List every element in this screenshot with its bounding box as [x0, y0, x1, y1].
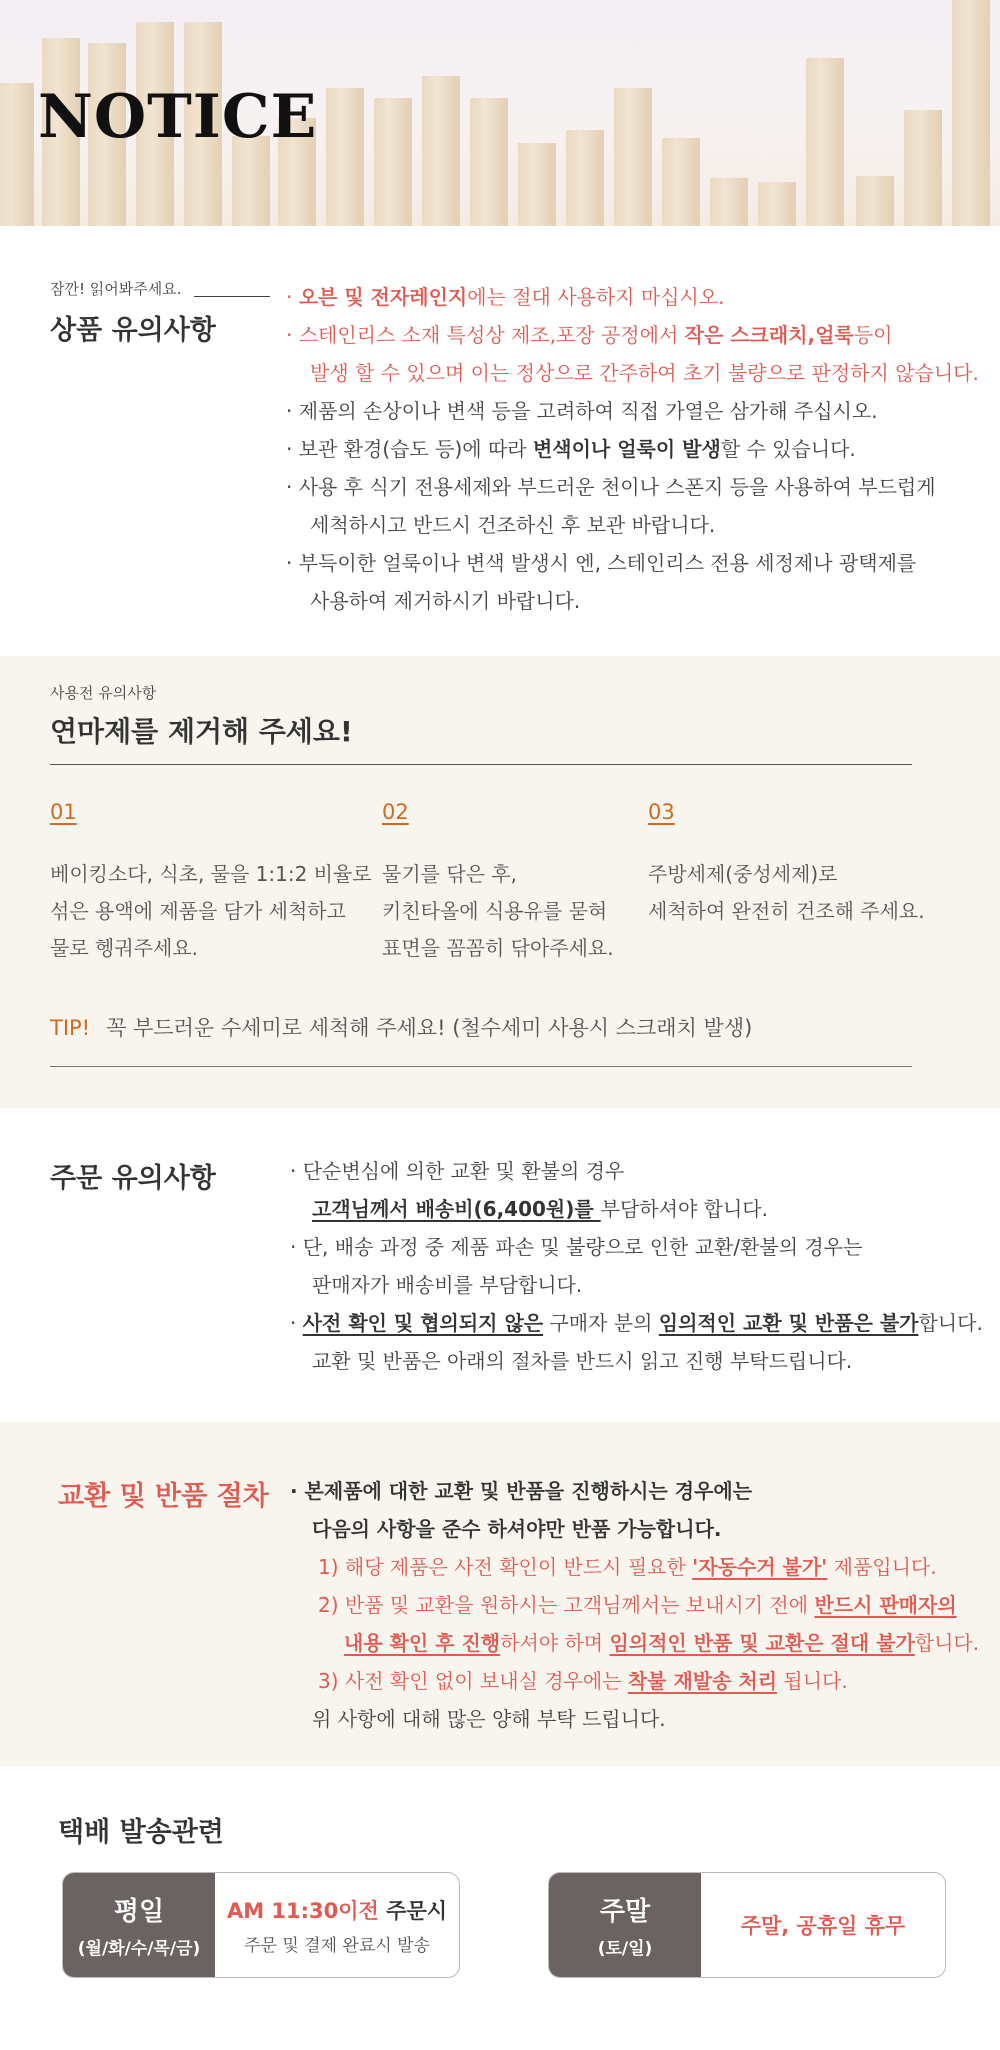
weekday-label: 평일 (월/화/수/목/금): [63, 1873, 215, 1977]
step-number: 01: [50, 800, 77, 824]
note-line: 교환 및 반품은 아래의 절차를 반드시 읽고 진행 부탁드립니다.: [312, 1349, 853, 1373]
weekday-value: AM 11:30이전 주문시 주문 및 결제 완료시 발송: [226, 1898, 448, 1956]
kicker-divider: [194, 296, 270, 297]
note-line: 다음의 사항을 준수 하셔야만 반품 가능합니다.: [312, 1517, 722, 1541]
step-text: 베이킹소다, 식초, 물을 1:1:2 비율로 섞은 용액에 제품을 담가 세척하고 물로 헹궈주세요.: [50, 862, 372, 960]
note-line: · 스테인리스 소재 특성상 제조,포장 공정에서 작은 스크래치,얼룩등이: [286, 323, 893, 347]
weekend-label: 주말 (토/일): [549, 1873, 701, 1977]
note-line: 사용하여 제거하시기 바랍니다.: [310, 589, 581, 613]
note-line: 판매자가 배송비를 부담합니다.: [312, 1273, 583, 1297]
page-title: NOTICE: [38, 82, 318, 152]
step-number: 03: [648, 800, 675, 824]
notice-banner: [0, 0, 1000, 226]
note-line: 내용 확인 후 진행하셔야 하며 임의적인 반품 및 교환은 절대 불가합니다.: [344, 1631, 980, 1655]
shipping-section: [0, 1766, 1000, 2050]
section-kicker: 잠깐! 읽어봐주세요.: [50, 280, 182, 298]
note-line: · 제품의 손상이나 변색 등을 고려하여 직접 가열은 삼가해 주십시오.: [286, 399, 878, 423]
pencil-image: [806, 36, 844, 226]
return-process-section: [0, 1422, 1000, 1766]
section-divider: [50, 764, 912, 765]
pencil-image: [904, 88, 942, 226]
pencil-image: [422, 54, 460, 226]
pencil-image: [518, 121, 556, 226]
note-line: · 사전 확인 및 협의되지 않은 구매자 분의 임의적인 교환 및 반품은 불가합니다.: [290, 1311, 983, 1335]
note-line: 고객님께서 배송비(6,400원)를 부담하셔야 합니다.: [312, 1197, 768, 1221]
pencil-image: [856, 154, 894, 226]
section-title: 택배 발송관련: [58, 1817, 224, 1848]
weekend-shipping-box: [548, 1872, 946, 1978]
weekday-shipping-box: [62, 1872, 460, 1978]
tip-label: TIP!: [50, 1016, 91, 1040]
note-line: · 단순변심에 의한 교환 및 환불의 경우: [290, 1159, 625, 1183]
weekend-value: 주말, 공휴일 휴무: [740, 1914, 906, 1938]
note-line: · 오븐 및 전자레인지에는 절대 사용하지 마십시오.: [286, 285, 725, 309]
note-line: 2) 반품 및 교환을 원하시는 고객님께서는 보내시기 전에 반드시 판매자의: [318, 1593, 957, 1617]
step-number: 02: [382, 800, 409, 824]
note-line: · 단, 배송 과정 중 제품 파손 및 불량으로 인한 교환/환불의 경우는: [290, 1235, 863, 1259]
pencil-image: [662, 116, 700, 226]
section-kicker: 사용전 유의사항: [50, 684, 157, 702]
pencil-image: [952, 0, 990, 226]
section-divider: [50, 1066, 912, 1067]
note-line: 위 사항에 대해 많은 양해 부탁 드립니다.: [312, 1707, 666, 1731]
pre-use-section: [0, 656, 1000, 1108]
section-title: 주문 유의사항: [50, 1163, 216, 1194]
section-title: 상품 유의사항: [50, 315, 216, 346]
note-line: 3) 사전 확인 없이 보내실 경우에는 착불 재발송 처리 됩니다.: [318, 1669, 848, 1693]
pencil-image: [566, 108, 604, 226]
note-line: · 사용 후 식기 전용세제와 부드러운 천이나 스폰지 등을 사용하여 부드럽게: [286, 475, 936, 499]
product-notes-list: [286, 278, 986, 620]
pencil-image: [326, 66, 364, 226]
note-line: 세척하시고 반드시 건조하신 후 보관 바랍니다.: [310, 513, 716, 537]
note-line: · 부득이한 얼룩이나 변색 발생시 엔, 스테인리스 전용 세정제나 광택제를: [286, 551, 917, 575]
pencil-image: [710, 156, 748, 226]
note-line: 1) 해당 제품은 사전 확인이 반드시 필요한 '자동수거 불가' 제품입니다.: [318, 1555, 937, 1579]
pencil-image: [470, 76, 508, 226]
tip-line: [50, 1012, 752, 1042]
tip-text: 꼭 부드러운 수세미로 세척해 주세요! (철수세미 사용시 스크래치 발생): [106, 1016, 753, 1040]
section-title: 교환 및 반품 절차: [58, 1481, 269, 1512]
note-line: · 본제품에 대한 교환 및 반품을 진행하시는 경우에는: [290, 1479, 753, 1503]
pencil-image: [614, 66, 652, 226]
pencil-image: [0, 61, 34, 226]
step-text: 주방세제(중성세제)로 세척하여 완전히 건조해 주세요.: [648, 862, 925, 923]
section-title: 연마제를 제거해 주세요!: [50, 715, 353, 748]
note-line: 발생 할 수 있으며 이는 정상으로 간주하여 초기 불량으로 판정하지 않습니다.: [310, 361, 979, 385]
order-notes-section: [0, 1108, 1000, 1422]
note-line: · 보관 환경(습도 등)에 따라 변색이나 얼룩이 발생할 수 있습니다.: [286, 437, 856, 461]
step-text: 물기를 닦은 후, 키친타올에 식용유를 묻혀 표면을 꼼꼼히 닦아주세요.: [382, 862, 614, 960]
pencil-image: [374, 76, 412, 226]
order-notes-list: [290, 1152, 983, 1380]
pencil-image: [758, 160, 796, 226]
return-process-list: [290, 1472, 979, 1738]
product-notes-section: [0, 226, 1000, 656]
